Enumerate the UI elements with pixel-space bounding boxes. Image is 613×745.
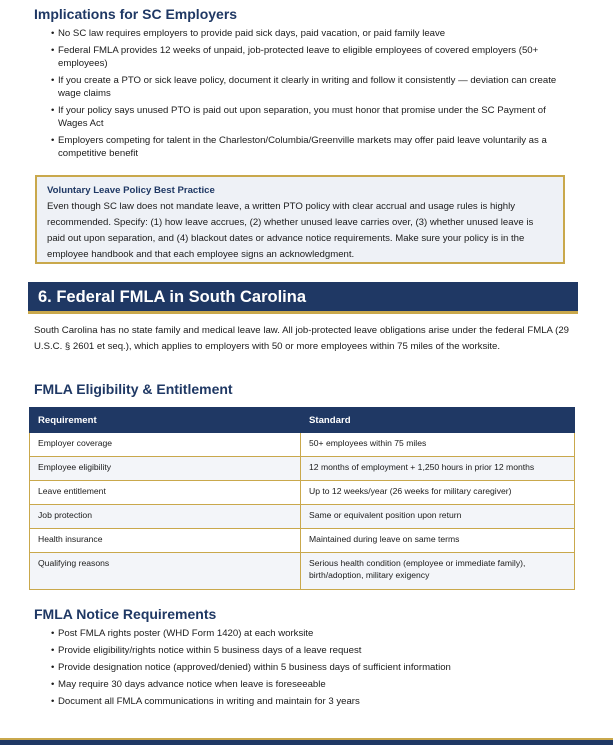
table-row <box>30 433 575 457</box>
eligibility-table <box>29 407 575 590</box>
table-cell: Employer coverage <box>30 433 301 457</box>
column-header: Standard <box>301 408 575 433</box>
table-cell: Up to 12 weeks/year (26 weeks for military caregiver) <box>301 481 575 505</box>
section-intro: South Carolina has no state family and medical leave law. All job-protected leave obligations arise under the federal FMLA (29 U.S.C. § 2601 et seq.), which applies to employers with 50 or more employees within 75 miles of the worksite. <box>34 325 569 352</box>
table-cell: Qualifying reasons <box>30 553 301 590</box>
table-cell: Serious health condition (employee or immediate family), birth/adoption, military exigency <box>301 553 575 590</box>
list-item: • Post FMLA rights poster (WHD Form 1420) at each worksite <box>51 628 314 639</box>
list-item: • If your policy says unused PTO is paid out upon separation, you must honor that promise under the SC Payment of Wages Act <box>51 105 546 129</box>
table-cell: Leave entitlement <box>30 481 301 505</box>
callout-title: Voluntary Leave Policy Best Practice <box>47 185 215 196</box>
callout-body: Even though SC law does not mandate leave, a written PTO policy with clear accrual and usage rules is highly recommended. Specify: (1) how leave accrues, (2) whether unused leave carries over, (3) whether unused leave is paid out upon separation, and (4) blackout dates or advance notice requirements. Make sure your policy is in the employee handbook and that each employee signs an acknowledgment. <box>47 201 534 260</box>
employers-heading: Implications for SC Employers <box>34 6 238 22</box>
notice-heading: FMLA Notice Requirements <box>34 606 217 622</box>
list-item: • Provide eligibility/rights notice within 5 business days of a leave request <box>51 645 362 656</box>
list-item: • Provide designation notice (approved/denied) within 5 business days of sufficient information <box>51 662 451 673</box>
list-item: • No SC law requires employers to provide paid sick days, paid vacation, or paid family leave <box>51 28 446 39</box>
table-header-row <box>30 408 575 433</box>
table-cell: Employee eligibility <box>30 457 301 481</box>
footer-rule <box>0 738 613 745</box>
table-cell: 12 months of employment + 1,250 hours in prior 12 months <box>301 457 575 481</box>
list-item: • If you create a PTO or sick leave policy, document it clearly in writing and follow it consistently — deviation can create wage claims <box>51 75 557 99</box>
table-row <box>30 505 575 529</box>
list-item: • Document all FMLA communications in writing and maintain for 3 years <box>51 696 360 707</box>
list-item: • Federal FMLA provides 12 weeks of unpaid, job-protected leave to eligible employees of covered employers (50+ employees) <box>51 45 539 69</box>
table-cell: Maintained during leave on same terms <box>301 529 575 553</box>
table-cell: Job protection <box>30 505 301 529</box>
table-cell: Same or equivalent position upon return <box>301 505 575 529</box>
table-row <box>30 553 575 590</box>
section-title-bar: 6. Federal FMLA in South Carolina <box>28 282 578 314</box>
table-cell: Health insurance <box>30 529 301 553</box>
notice-bullet-list <box>51 627 561 712</box>
table-cell: 50+ employees within 75 miles <box>301 433 575 457</box>
eligibility-heading: FMLA Eligibility & Entitlement <box>34 381 233 397</box>
best-practice-callout <box>35 175 565 264</box>
employers-bullet-list <box>51 27 561 164</box>
table-row <box>30 481 575 505</box>
table-row <box>30 529 575 553</box>
list-item: • May require 30 days advance notice when leave is foreseeable <box>51 679 326 690</box>
list-item: • Employers competing for talent in the Charleston/Columbia/Greenville markets may offer paid leave voluntarily as a competitive benefit <box>51 135 547 159</box>
table-row <box>30 457 575 481</box>
column-header: Requirement <box>30 408 301 433</box>
